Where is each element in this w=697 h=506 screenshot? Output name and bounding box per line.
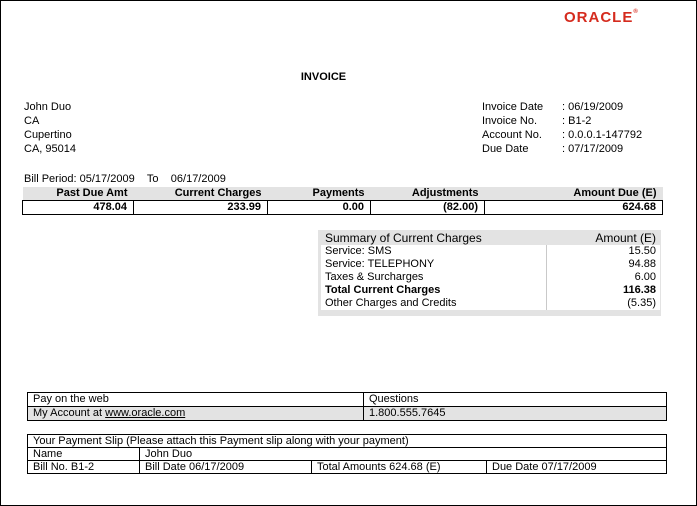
invoice-date-label: Invoice Date: [482, 101, 544, 113]
questions-label: Questions: [364, 393, 667, 407]
summary-header-amount: Amount (E): [547, 231, 661, 245]
account-no-value: : 0.0.0.1-147792: [562, 129, 643, 141]
value-past-due: 478.04: [23, 201, 134, 215]
payment-slip-table: [27, 434, 667, 474]
payment-info-table: [27, 392, 667, 421]
oracle-website-link[interactable]: www.oracle.com: [105, 407, 186, 419]
invoice-no-value: : B1-2: [562, 115, 592, 127]
customer-address: [24, 100, 76, 156]
my-account-cell: [28, 407, 364, 421]
header-payments: Payments: [268, 187, 371, 201]
slip-details-row: [28, 461, 667, 474]
totals-table: [22, 187, 663, 215]
summary-row-amount: 15.50: [547, 245, 661, 258]
value-payments: 0.00: [268, 201, 371, 215]
summary-row: [321, 271, 660, 284]
bill-period-from: Bill Period: 05/17/2009: [24, 173, 135, 185]
summary-total-row: [321, 284, 660, 297]
phone-number: 1.800.555.7645: [364, 407, 667, 421]
slip-due-date: Due Date 07/17/2009: [487, 461, 667, 474]
slip-total-amount: Total Amounts 624.68 (E): [312, 461, 487, 474]
value-current-charges: 233.99: [134, 201, 268, 215]
slip-name-value: John Duo: [140, 448, 667, 461]
summary-row: [321, 297, 660, 310]
header-amount-due: Amount Due (E): [485, 187, 663, 201]
customer-state-zip: CA, 95014: [24, 143, 76, 155]
invoice-date-row: [482, 100, 642, 114]
my-account-prefix: My Account at: [33, 407, 106, 419]
due-date-row: [482, 142, 642, 156]
summary-row-label: Other Charges and Credits: [321, 297, 547, 310]
customer-state: CA: [24, 115, 40, 127]
oracle-logo-text: ORACLE: [564, 9, 634, 26]
summary-row-amount: 94.88: [547, 258, 661, 271]
summary-row: [321, 245, 660, 258]
slip-bill-date: Bill Date 06/17/2009: [140, 461, 312, 474]
totals-value-row: [23, 201, 663, 215]
summary-row: [321, 258, 660, 271]
summary-total-label: Total Current Charges: [321, 284, 547, 297]
pay-on-web-label: Pay on the web: [28, 393, 364, 407]
summary-row-amount: 6.00: [547, 271, 661, 284]
bill-period-to: 06/17/2009: [170, 173, 226, 185]
value-amount-due: 624.68: [485, 201, 663, 215]
summary-header-row: [321, 231, 660, 245]
header-past-due: Past Due Amt: [23, 187, 134, 201]
account-no-label: Account No.: [482, 129, 542, 141]
slip-bill-no: Bill No. B1-2: [28, 461, 140, 474]
invoice-date-value: : 06/19/2009: [562, 101, 624, 113]
summary-total-amount: 116.38: [547, 284, 661, 297]
bill-period: [24, 173, 226, 185]
value-adjustments: (82.00): [371, 201, 485, 215]
oracle-logo: [564, 9, 638, 26]
page-title: INVOICE: [300, 71, 347, 83]
customer-city: Cupertino: [24, 129, 72, 141]
due-date-label: Due Date: [482, 143, 529, 155]
header-current-charges: Current Charges: [134, 187, 268, 201]
bill-period-to-label: To: [146, 173, 159, 185]
slip-name-label: Name: [28, 448, 140, 461]
registered-mark: ®: [633, 9, 638, 15]
account-no-row: [482, 128, 642, 142]
summary-row-label: Taxes & Surcharges: [321, 271, 547, 284]
payment-info-header-row: [28, 393, 667, 407]
summary-header-label: Summary of Current Charges: [321, 231, 547, 245]
summary-row-amount: (5.35): [547, 297, 661, 310]
slip-title: Your Payment Slip (Please attach this Payment slip along with your payment): [28, 435, 667, 448]
summary-row-label: Service: TELEPHONY: [321, 258, 547, 271]
slip-name-row: [28, 448, 667, 461]
invoice-no-row: [482, 114, 642, 128]
slip-title-row: [28, 435, 667, 448]
customer-name: John Duo: [24, 101, 72, 113]
invoice-details: [482, 100, 642, 156]
header-adjustments: Adjustments: [371, 187, 485, 201]
due-date-value: : 07/17/2009: [562, 143, 624, 155]
totals-header-row: [23, 187, 663, 201]
invoice-no-label: Invoice No.: [482, 115, 538, 127]
summary-table: [321, 231, 660, 310]
summary-row-label: Service: SMS: [321, 245, 547, 258]
payment-info-value-row: [28, 407, 667, 421]
